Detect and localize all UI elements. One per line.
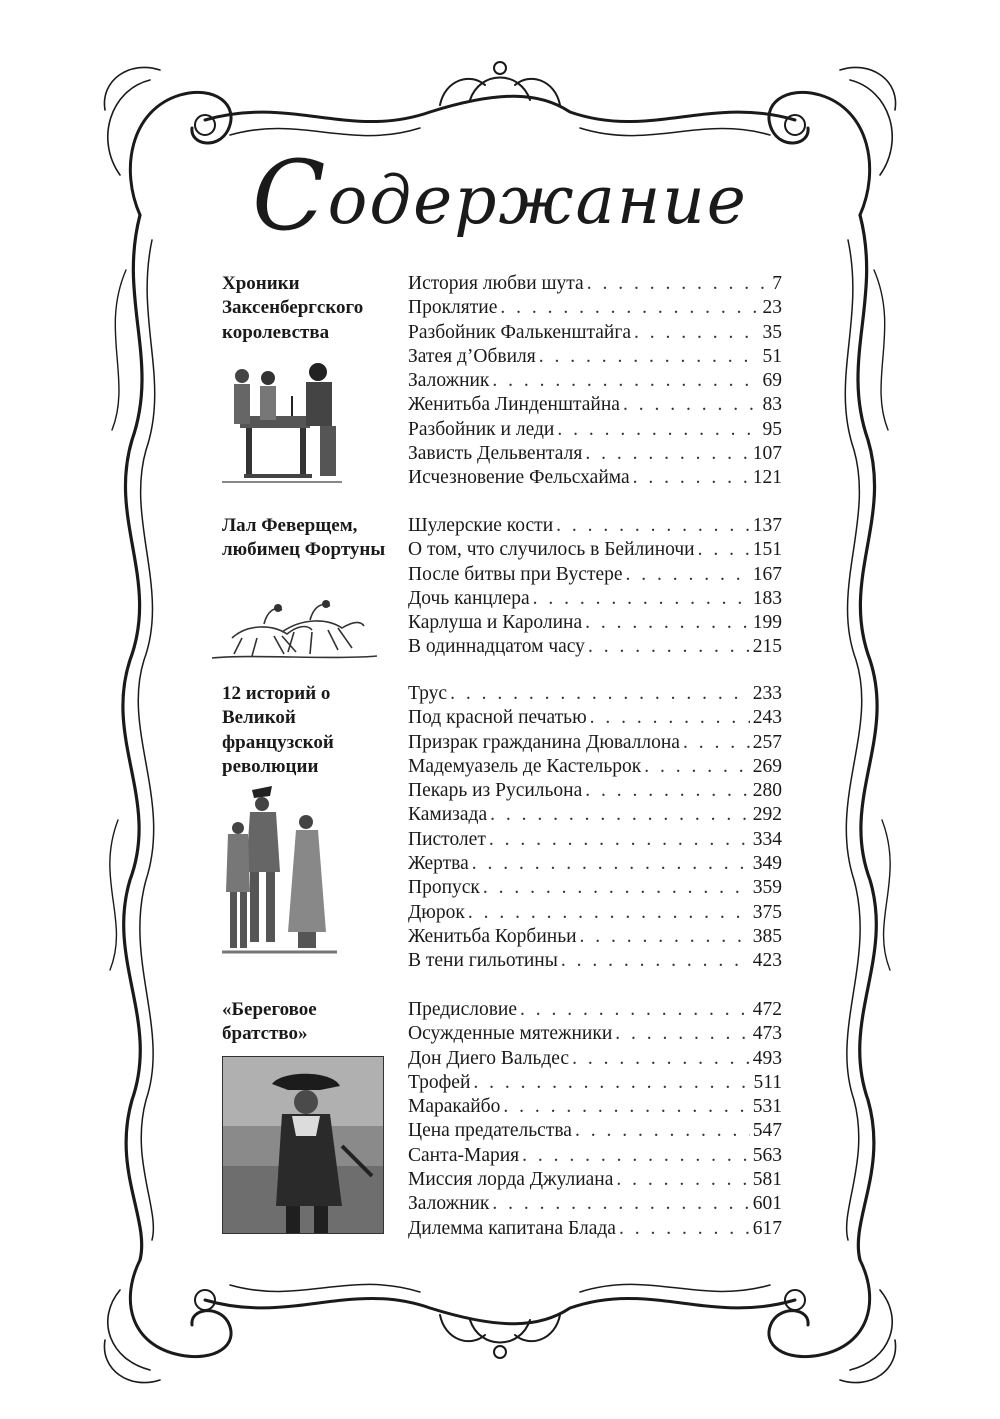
toc-entry[interactable] [408,538,782,562]
entry-page: 23 [762,297,782,319]
entry-page: 183 [752,587,782,609]
entry-title: Пропуск [408,877,480,899]
toc-entry[interactable] [408,925,782,949]
toc-entry[interactable] [408,1217,782,1241]
entry-title: Разбойник и леди [408,418,555,440]
entry-page: 334 [752,828,782,850]
entry-page: 215 [752,636,782,658]
toc-section-1 [222,272,782,502]
toc-entry[interactable] [408,755,782,779]
dot-leader [539,345,760,369]
dot-leader [585,442,749,466]
entry-title: Женитьба Корбиньи [408,925,577,947]
toc-entry[interactable] [408,514,782,538]
dot-leader [585,611,750,635]
dot-leader [468,901,750,925]
toc-entry[interactable] [408,828,782,852]
dot-leader [500,296,759,320]
toc-entry[interactable] [408,1119,782,1143]
dot-leader [483,876,750,900]
dot-leader [623,393,760,417]
horse-riders-illustration [212,594,377,662]
entry-title: Миссия лорда Джулиана [408,1169,614,1191]
toc-entries [408,272,782,491]
section-title: Хроники Заксенбергского королевства [222,273,364,343]
toc-entry[interactable] [408,272,782,296]
dot-leader [489,828,750,852]
section-title: Лал Феверщем, любимец Фортуны [222,515,386,561]
entry-title: Под красной печатью [408,707,587,729]
dot-leader [490,803,750,827]
dot-leader [590,706,750,730]
toc-section-4 [222,998,782,1248]
entry-page: 35 [762,321,782,343]
toc-entry[interactable] [408,369,782,393]
toc-entry[interactable] [408,1047,782,1071]
dot-leader [472,852,750,876]
entry-page: 107 [752,443,782,465]
toc-section-2 [222,514,782,664]
dot-leader [575,1119,750,1143]
entry-page: 151 [752,539,782,561]
toc-entry[interactable] [408,635,782,659]
entry-page: 280 [752,780,782,802]
entry-page: 199 [752,612,782,634]
toc-entry[interactable] [408,1071,782,1095]
entry-page: 257 [752,731,782,753]
entry-page: 292 [752,804,782,826]
toc-entry[interactable] [408,442,782,466]
entry-title: О том, что случилось в Бейлиночи [408,539,695,561]
tavern-scene-illustration [222,356,342,486]
dot-leader [520,998,750,1022]
entry-page: 472 [752,999,782,1020]
dot-leader [580,925,750,949]
entry-title: После битвы при Вустере [408,563,623,585]
toc-entry[interactable] [408,706,782,730]
entry-page: 243 [752,707,782,729]
dot-leader [492,369,759,393]
toc-entry[interactable] [408,998,782,1022]
entry-title: Дон Диего Вальдес [408,1047,570,1069]
entry-title: Призрак гражданина Дюваллона [408,731,680,753]
toc-entry[interactable] [408,321,782,345]
entry-page: 95 [762,418,782,440]
toc-entry[interactable] [408,876,782,900]
entry-title: Камизада [408,804,488,826]
dot-leader [522,1144,750,1168]
entry-title: Проклятие [408,297,498,319]
entry-title: История любви шута [408,273,584,294]
toc-entry[interactable] [408,1168,782,1192]
entry-title: В тени гильотины [408,950,558,972]
entry-page: 137 [752,515,782,536]
toc-entry[interactable] [408,901,782,925]
dot-leader [633,466,750,490]
entry-title: Затея д’Обвиля [408,345,536,367]
entry-page: 581 [752,1169,782,1191]
entry-page: 563 [752,1144,782,1166]
dot-leader [587,272,770,296]
toc-entry[interactable] [408,611,782,635]
toc-entry[interactable] [408,779,782,803]
dot-leader [556,514,750,538]
entry-title: Мадемуазель де Кастельрок [408,755,642,777]
entry-page: 547 [752,1120,782,1142]
entry-page: 493 [752,1047,782,1069]
entry-title: Цена предательства [408,1120,572,1142]
dot-leader [572,1047,750,1071]
entry-title: Осужденные мятежники [408,1023,613,1045]
dot-leader [626,563,750,587]
entry-title: Женитьба Линденштайна [408,394,620,416]
entry-page: 7 [772,273,782,294]
entry-title: Шулерские кости [408,515,554,536]
entry-title: Маракайбо [408,1096,501,1118]
dot-leader [683,731,750,755]
entry-page: 617 [752,1217,782,1239]
entry-title: Дюрок [408,901,465,923]
entry-page: 83 [762,394,782,416]
toc-entries [408,998,782,1241]
dot-leader [634,321,760,345]
toc-entry[interactable] [408,296,782,320]
entry-page: 233 [752,683,782,704]
dot-leader [473,1071,750,1095]
section-title: «Береговое братство» [222,999,317,1045]
entry-page: 121 [752,467,782,489]
entry-page: 531 [752,1096,782,1118]
toc-entry[interactable] [408,731,782,755]
revolution-figures-illustration [222,782,337,962]
entry-title: Санта-Мария [408,1144,520,1166]
toc-entry[interactable] [408,682,782,706]
entry-page: 269 [752,755,782,777]
toc-section-3 [222,682,782,982]
entry-page: 385 [752,925,782,947]
entry-title: Трофей [408,1071,471,1093]
dot-leader [557,418,759,442]
toc-entry[interactable] [408,1022,782,1046]
toc-entry[interactable] [408,1192,782,1216]
dot-leader [588,635,750,659]
toc-entries [408,682,782,974]
entry-title: Зависть Дельвенталя [408,443,583,465]
dot-leader [616,1168,749,1192]
entry-page: 375 [752,901,782,923]
title-initial: С [252,140,328,252]
toc-entry[interactable] [408,393,782,417]
entry-title: Предисловие [408,999,518,1020]
dot-leader [644,755,750,779]
entry-title: Пистолет [408,828,486,850]
toc-entry[interactable] [408,1144,782,1168]
page-title [0,140,1000,252]
dot-leader [619,1217,750,1241]
toc-entries [408,514,782,660]
entry-title: Дочь канцлера [408,587,530,609]
dot-leader [615,1022,749,1046]
toc-entry[interactable] [408,852,782,876]
entry-title: Исчезновение Фельсхайма [408,467,630,489]
dot-leader [503,1095,749,1119]
toc-entry[interactable] [408,345,782,369]
dot-leader [698,538,750,562]
entry-title: Пекарь из Русильона [408,780,583,802]
entry-title: Карлуша и Каролина [408,612,583,634]
entry-page: 423 [752,950,782,972]
entry-page: 51 [762,345,782,367]
entry-page: 473 [752,1023,782,1045]
entry-page: 349 [752,853,782,875]
toc-entry[interactable] [408,1095,782,1119]
dot-leader [533,587,750,611]
entry-title: Дилемма капитана Блада [408,1217,616,1239]
entry-title: Заложник [408,1193,490,1215]
toc-entry[interactable] [408,803,782,827]
toc-entry[interactable] [408,563,782,587]
toc-entry[interactable] [408,418,782,442]
entry-title: Трус [408,683,448,704]
dot-leader [492,1192,749,1216]
entry-page: 601 [752,1193,782,1215]
entry-title: Заложник [408,370,490,392]
dot-leader [561,949,750,973]
entry-page: 69 [762,370,782,392]
dot-leader [585,779,749,803]
title-rest: одержание [327,162,748,239]
toc-entry[interactable] [408,587,782,611]
entry-page: 511 [753,1071,782,1093]
entry-page: 167 [752,563,782,585]
pirate-captain-illustration [222,1056,384,1234]
toc-entry[interactable] [408,949,782,973]
entry-title: Разбойник Фалькенштайга [408,321,631,343]
section-title: 12 историй о Великой французской революции [222,683,334,777]
dot-leader [450,682,750,706]
entry-title: Жертва [408,853,469,875]
entry-page: 359 [752,877,782,899]
toc-entry[interactable] [408,466,782,490]
entry-title: В одиннадцатом часу [408,636,585,658]
